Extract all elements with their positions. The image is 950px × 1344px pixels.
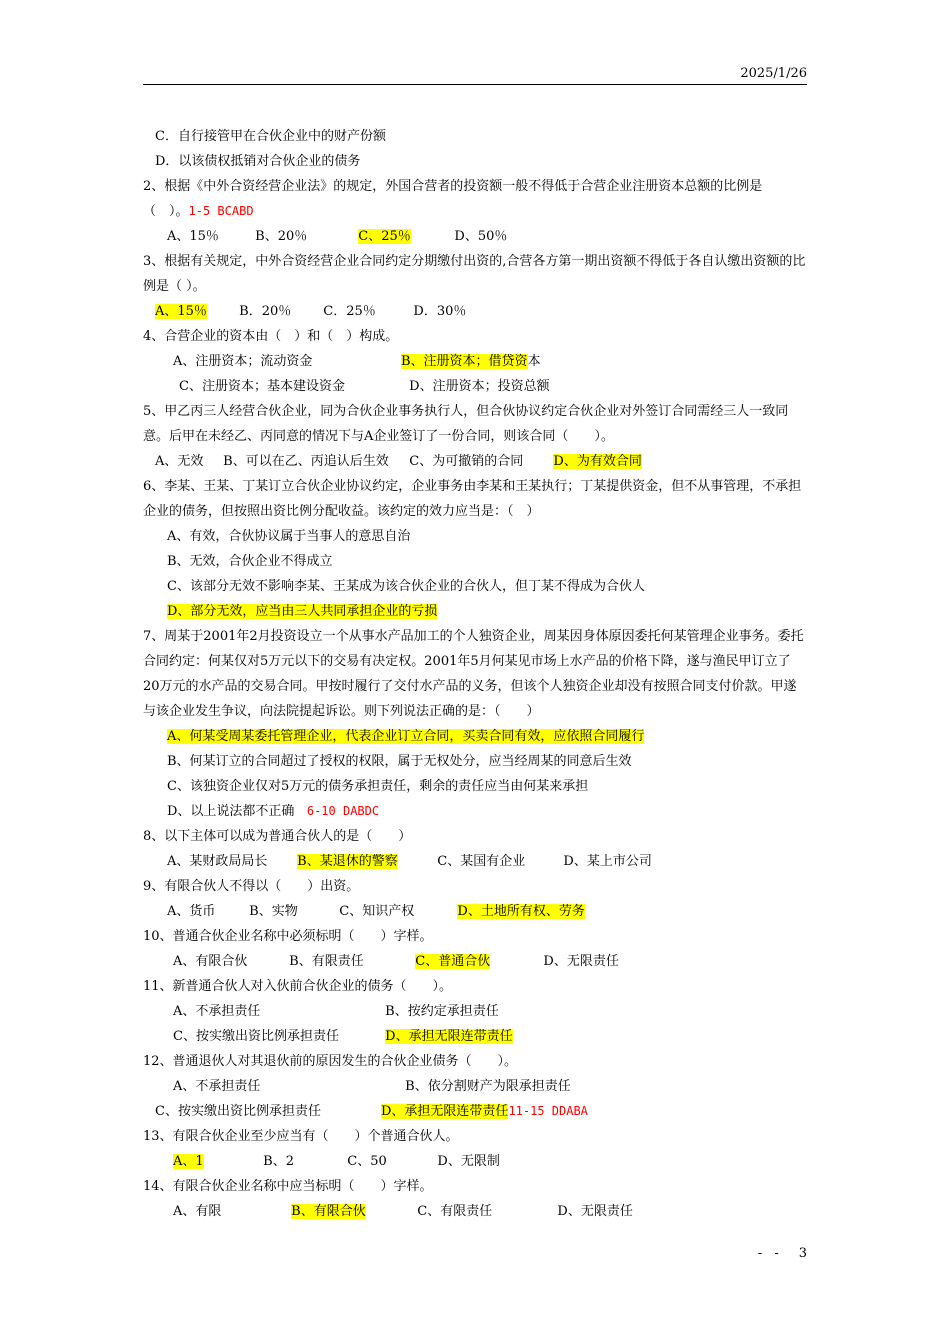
footer-separator: - - <box>757 1246 783 1261</box>
page-content <box>143 124 807 1224</box>
q2-option-c: C、25％ <box>358 229 411 244</box>
question-12-options-row1 <box>143 1074 807 1099</box>
q12-option-a: A、不承担责任 <box>173 1079 261 1094</box>
q8-option-a: A、某财政局局长 <box>167 854 268 869</box>
q6-option-c: C、该部分无效不影响李某、王某成为该合伙企业的合伙人，但丁某不得成为合伙人 <box>167 579 645 594</box>
question-10: 10、普通合伙企业名称中必须标明（ ）字样。 <box>143 929 433 944</box>
q5-option-a: A、无效 <box>155 454 204 469</box>
q11-option-c: C、按实缴出资比例承担责任 <box>173 1029 339 1044</box>
q13-option-b: B、2 <box>263 1154 294 1169</box>
question-2-options <box>143 224 807 249</box>
q9-option-b: B、实物 <box>249 904 298 919</box>
q8-option-d: D、某上市公司 <box>563 854 652 869</box>
q10-option-a: A、有限合伙 <box>173 954 248 969</box>
q5-option-b: B、可以在乙、丙追认后生效 <box>223 454 389 469</box>
q14-option-c: C、有限责任 <box>417 1204 493 1219</box>
question-14-options <box>143 1199 807 1224</box>
question-2-text: 2、根据《中外合资经营企业法》的规定，外国合营者的投资额一般不得低于合营企业注册资本总额的比例是（ ）。 <box>143 179 763 219</box>
q8-option-b: B、某退休的警察 <box>297 854 398 869</box>
q5-option-d: D、为有效合同 <box>553 454 642 469</box>
question-3: 3、根据有关规定，中外合资经营企业合同约定分期缴付出资的,合营各方第一期出资额不得低于各自认缴出资额的比例是（ ）。 <box>143 254 806 294</box>
q5-option-c: C、为可撤销的合同 <box>409 454 524 469</box>
question-8-options <box>143 849 807 874</box>
q8-option-c: C、某国有企业 <box>437 854 526 869</box>
q10-option-d: D、无限责任 <box>543 954 619 969</box>
q3-option-c: C．25％ <box>323 304 376 319</box>
question-9-options <box>143 899 807 924</box>
q9-option-d: D、土地所有权、劳务 <box>457 904 585 919</box>
q7-option-c: C、该独资企业仅对5万元的债务承担责任，剩余的责任应当由何某来承担 <box>167 779 589 794</box>
prev-option-c: C．自行接管甲在合伙企业中的财产份额 <box>155 129 386 144</box>
question-12-options-row2 <box>143 1099 807 1124</box>
question-10-options <box>143 949 807 974</box>
q9-option-a: A、货币 <box>167 904 216 919</box>
header-date: 2025/1/26 <box>740 66 807 81</box>
q4-option-c: C、注册资本；基本建设资金 <box>179 379 345 394</box>
question-5-options <box>143 449 807 474</box>
question-7: 7、周某于2001年2月投资设立一个从事水产品加工的个人独资企业，周某因身体原因委托何某管理企业事务。委托合同约定：何某仅对5万元以下的交易有决定权。2001年5月何某见市场上水产品的价格下降，遂与渔民甲订立了20万元的水产品的交易合同。甲按时履行了交付水产品的义务，但该个人独资企业却没有按照合同支付价款。甲遂与该企业发生争议，向法院提起诉讼。则下列说法正确的是：（ ） <box>143 629 804 719</box>
q3-option-d: D．30％ <box>413 304 467 319</box>
q14-option-d: D、无限责任 <box>557 1204 633 1219</box>
q2-option-d: D、50％ <box>454 229 508 244</box>
question-6: 6、李某、王某、丁某订立合伙企业协议约定，企业事务由李某和王某执行；丁某提供资金，但不从事管理，不承担企业的债务，但按照出资比例分配收益。该约定的效力应当是：（ ） <box>143 479 802 519</box>
page-number: 3 <box>798 1246 807 1261</box>
q7-option-d: D、以上说法都不正确 <box>167 804 295 819</box>
question-4-options-row2 <box>143 374 807 399</box>
q11-option-b: B、按约定承担责任 <box>385 1004 499 1019</box>
question-13-options <box>143 1149 807 1174</box>
question-13: 13、有限合伙企业至少应当有（ ）个普通合伙人。 <box>143 1129 459 1144</box>
q3-option-b: B．20％ <box>239 304 292 319</box>
q12-option-c: C、按实缴出资比例承担责任 <box>155 1104 321 1119</box>
q4-option-b: B、注册资本；借贷资 <box>401 354 528 369</box>
q4-option-b-tail: 本 <box>527 354 541 369</box>
q13-option-c: C、50 <box>347 1154 387 1169</box>
q7-option-a: A、何某受周某委托管理企业，代表企业订立合同，买卖合同有效，应依照合同履行 <box>167 729 645 744</box>
q14-option-a: A、有限 <box>173 1204 222 1219</box>
question-9: 9、有限合伙人不得以（ ）出资。 <box>143 879 360 894</box>
q7-option-d-row <box>143 799 807 824</box>
q7-option-b: B、何某订立的合同超过了授权的权限，属于无权处分，应当经周某的同意后生效 <box>167 754 632 769</box>
q4-option-d: D、注册资本；投资总额 <box>409 379 550 394</box>
q12-option-b: B、依分割财产为限承担责任 <box>405 1079 571 1094</box>
question-4: 4、合营企业的资本由（ ）和（ ）构成。 <box>143 329 399 344</box>
q6-option-d: D、部分无效，应当由三人共同承担企业的亏损 <box>167 604 438 619</box>
q9-option-c: C、知识产权 <box>339 904 415 919</box>
q2-option-a: A、15％ <box>167 229 219 244</box>
question-2 <box>143 174 807 224</box>
page-footer <box>758 1246 807 1261</box>
question-14: 14、有限合伙企业名称中应当标明（ ）字样。 <box>143 1179 433 1194</box>
answer-key-6-10: 6-10 DABDC <box>306 804 380 818</box>
q12-option-d: D、承担无限连带责任 <box>381 1104 509 1119</box>
q13-option-a: A、1 <box>173 1154 204 1169</box>
question-5: 5、甲乙丙三人经营合伙企业，同为合伙企业事务执行人，但合伙协议约定合伙企业对外签订合同需经三人一致同意。后甲在未经乙、丙同意的情况下与A企业签订了一份合同，则该合同（ ）。 <box>143 404 789 444</box>
question-12: 12、普通退伙人对其退伙前的原因发生的合伙企业债务（ ）。 <box>143 1054 518 1069</box>
q2-option-b: B、20％ <box>255 229 308 244</box>
answer-key-11-15: 11-15 DDABA <box>508 1104 588 1118</box>
question-11-options-row1 <box>143 999 807 1024</box>
q6-option-a: A、有效，合伙协议属于当事人的意思自治 <box>167 529 411 544</box>
q4-option-a: A、注册资本；流动资金 <box>173 354 313 369</box>
q13-option-d: D、无限制 <box>437 1154 500 1169</box>
question-3-options <box>143 299 807 324</box>
q14-option-b: B、有限合伙 <box>291 1204 366 1219</box>
question-4-options-row1 <box>143 349 807 374</box>
q6-option-b: B、无效，合伙企业不得成立 <box>167 554 333 569</box>
answer-key-1-5: 1-5 BCABD <box>188 204 254 218</box>
header-rule <box>143 84 807 85</box>
question-11: 11、新普通合伙人对入伙前合伙企业的债务（ ）。 <box>143 979 453 994</box>
q11-option-d: D、承担无限连带责任 <box>385 1029 513 1044</box>
question-8: 8、以下主体可以成为普通合伙人的是（ ） <box>143 829 412 844</box>
prev-option-d: D．以该债权抵销对合伙企业的债务 <box>155 154 361 169</box>
q10-option-c: C、普通合伙 <box>415 954 491 969</box>
q11-option-a: A、不承担责任 <box>173 1004 261 1019</box>
q10-option-b: B、有限责任 <box>289 954 364 969</box>
question-11-options-row2 <box>143 1024 807 1049</box>
q3-option-a: A、15％ <box>155 304 207 319</box>
